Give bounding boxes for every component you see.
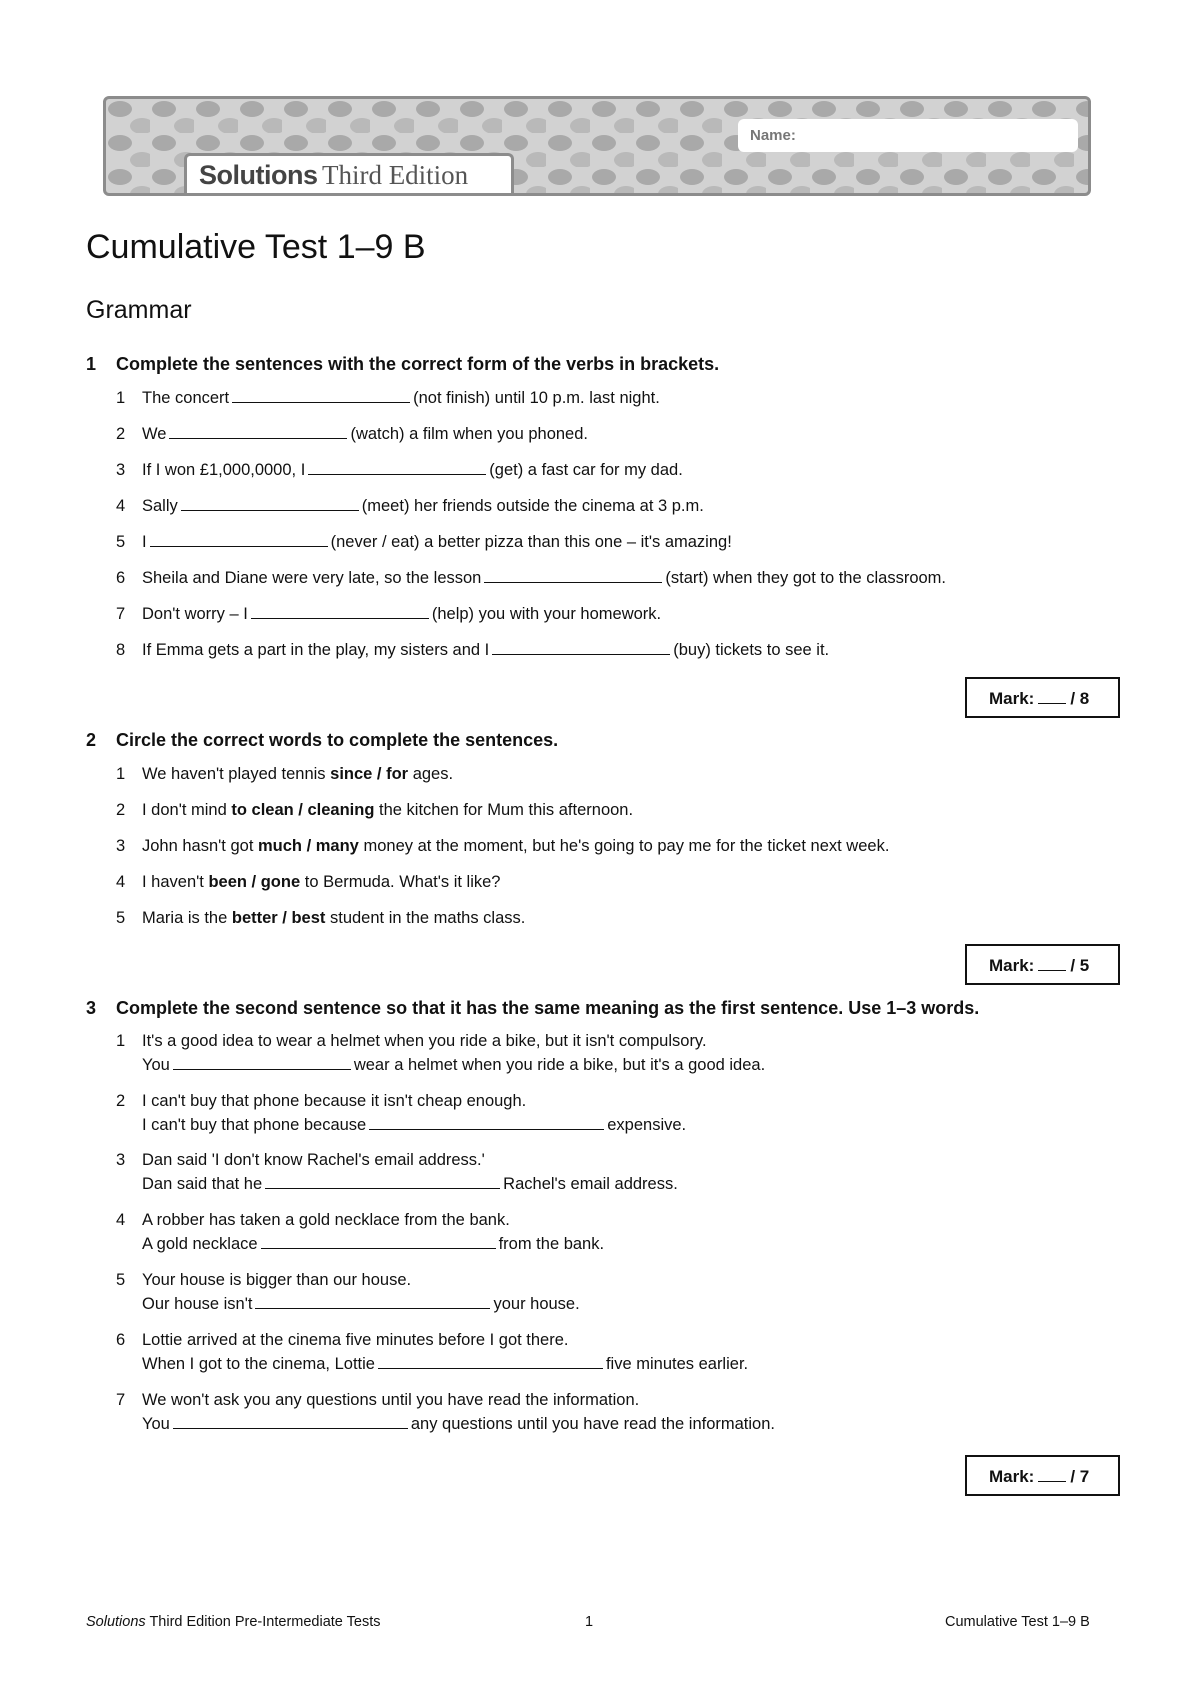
exercise-1-item: 1 The concert (not finish) until 10 p.m. last night. <box>116 389 660 407</box>
word-choice[interactable]: to clean / cleaning <box>231 801 375 819</box>
exercise-3-item: 1 It's a good idea to wear a helmet when you ride a bike, but it isn't compulsory. You wear a helmet when you ride a bike, but it's a good idea. <box>116 1032 766 1074</box>
answer-blank[interactable] <box>169 423 347 439</box>
mark-blank[interactable] <box>1038 956 1066 971</box>
answer-blank[interactable] <box>255 1293 490 1309</box>
exercise-2-item: 4 I haven't been / gone to Bermuda. What's it like? <box>116 873 501 891</box>
page-title: Cumulative Test 1–9 B <box>86 228 426 266</box>
word-choice[interactable]: much / many <box>258 837 359 855</box>
mark-box-exercise-3: Mark: / 7 <box>965 1455 1120 1496</box>
exercise-3-item: 5 Your house is bigger than our house. Our house isn't your house. <box>116 1271 580 1313</box>
answer-blank[interactable] <box>173 1413 408 1429</box>
exercise-2-item: 5 Maria is the better / best student in the maths class. <box>116 909 526 927</box>
exercise-1-item: 7 Don't worry – I (help) you with your homework. <box>116 605 662 623</box>
exercise-2-heading: 2 Circle the correct words to complete the sentences. <box>86 730 559 750</box>
mark-blank[interactable] <box>1038 689 1066 704</box>
name-label: Name: <box>750 127 796 144</box>
exercise-3-item: 2 I can't buy that phone because it isn't cheap enough. I can't buy that phone because expensive. <box>116 1092 687 1134</box>
footer-page-number: 1 <box>585 1614 594 1630</box>
answer-blank[interactable] <box>261 1233 496 1249</box>
answer-blank[interactable] <box>369 1114 604 1130</box>
section-title: Grammar <box>86 296 192 324</box>
logo-brand: Solutions <box>199 160 318 190</box>
exercise-2-item: 1 We haven't played tennis since / for ages. <box>116 765 454 783</box>
answer-blank[interactable] <box>492 639 670 655</box>
solutions-logo <box>184 153 514 196</box>
answer-blank[interactable] <box>308 459 486 475</box>
exercise-1-item: 8 If Emma gets a part in the play, my sisters and I (buy) tickets to see it. <box>116 641 830 659</box>
exercise-3-item: 6 Lottie arrived at the cinema five minutes before I got there. When I got to the cinema, Lottie five minutes earlier. <box>116 1331 749 1373</box>
word-choice[interactable]: been / gone <box>208 873 301 891</box>
exercise-1-item: 5 I (never / eat) a better pizza than this one – it's amazing! <box>116 533 732 551</box>
exercise-3-item: 3 Dan said 'I don't know Rachel's email address.' Dan said that he Rachel's email address. <box>116 1151 678 1193</box>
mark-box-exercise-1: Mark: / 8 <box>965 677 1120 718</box>
exercise-2-item: 2 I don't mind to clean / cleaning the kitchen for Mum this afternoon. <box>116 801 634 819</box>
footer-test-name: Cumulative Test 1–9 B <box>945 1614 1090 1630</box>
answer-blank[interactable] <box>181 495 359 511</box>
logo-edition: Third Edition <box>321 160 469 190</box>
name-field[interactable] <box>738 119 1078 152</box>
exercise-3-item: 7 We won't ask you any questions until you have read the information. You any questions until you have read the information. <box>116 1391 775 1433</box>
exercise-2-item: 3 John hasn't got much / many money at the moment, but he's going to pay me for the ticket next week. <box>116 837 890 855</box>
answer-blank[interactable] <box>150 531 328 547</box>
answer-blank[interactable] <box>251 603 429 619</box>
exercise-1-item: 3 If I won £1,000,0000, I (get) a fast car for my dad. <box>116 461 683 479</box>
footer-book-title: Solutions Third Edition Pre-Intermediate Tests <box>86 1614 381 1630</box>
exercise-3-heading: 3 Complete the second sentence so that it has the same meaning as the first sentence. Use 1–3 words. <box>86 998 980 1018</box>
exercise-1-item: 6 Sheila and Diane were very late, so the lesson (start) when they got to the classroom. <box>116 569 946 587</box>
exercise-1-item: 2 We (watch) a film when you phoned. <box>116 425 588 443</box>
mark-box-exercise-2: Mark: / 5 <box>965 944 1120 985</box>
word-choice[interactable]: since / for <box>330 765 409 783</box>
header-banner <box>103 96 1091 196</box>
word-choice[interactable]: better / best <box>231 909 326 927</box>
answer-blank[interactable] <box>378 1353 603 1369</box>
exercise-1-heading: 1 Complete the sentences with the correct form of the verbs in brackets. <box>86 354 720 374</box>
exercise-3-item: 4 A robber has taken a gold necklace from the bank. A gold necklace from the bank. <box>116 1211 605 1253</box>
answer-blank[interactable] <box>484 567 662 583</box>
answer-blank[interactable] <box>173 1054 351 1070</box>
answer-blank[interactable] <box>265 1173 500 1189</box>
answer-blank[interactable] <box>232 387 410 403</box>
exercise-1-item: 4 Sally (meet) her friends outside the cinema at 3 p.m. <box>116 497 704 515</box>
mark-blank[interactable] <box>1038 1467 1066 1482</box>
